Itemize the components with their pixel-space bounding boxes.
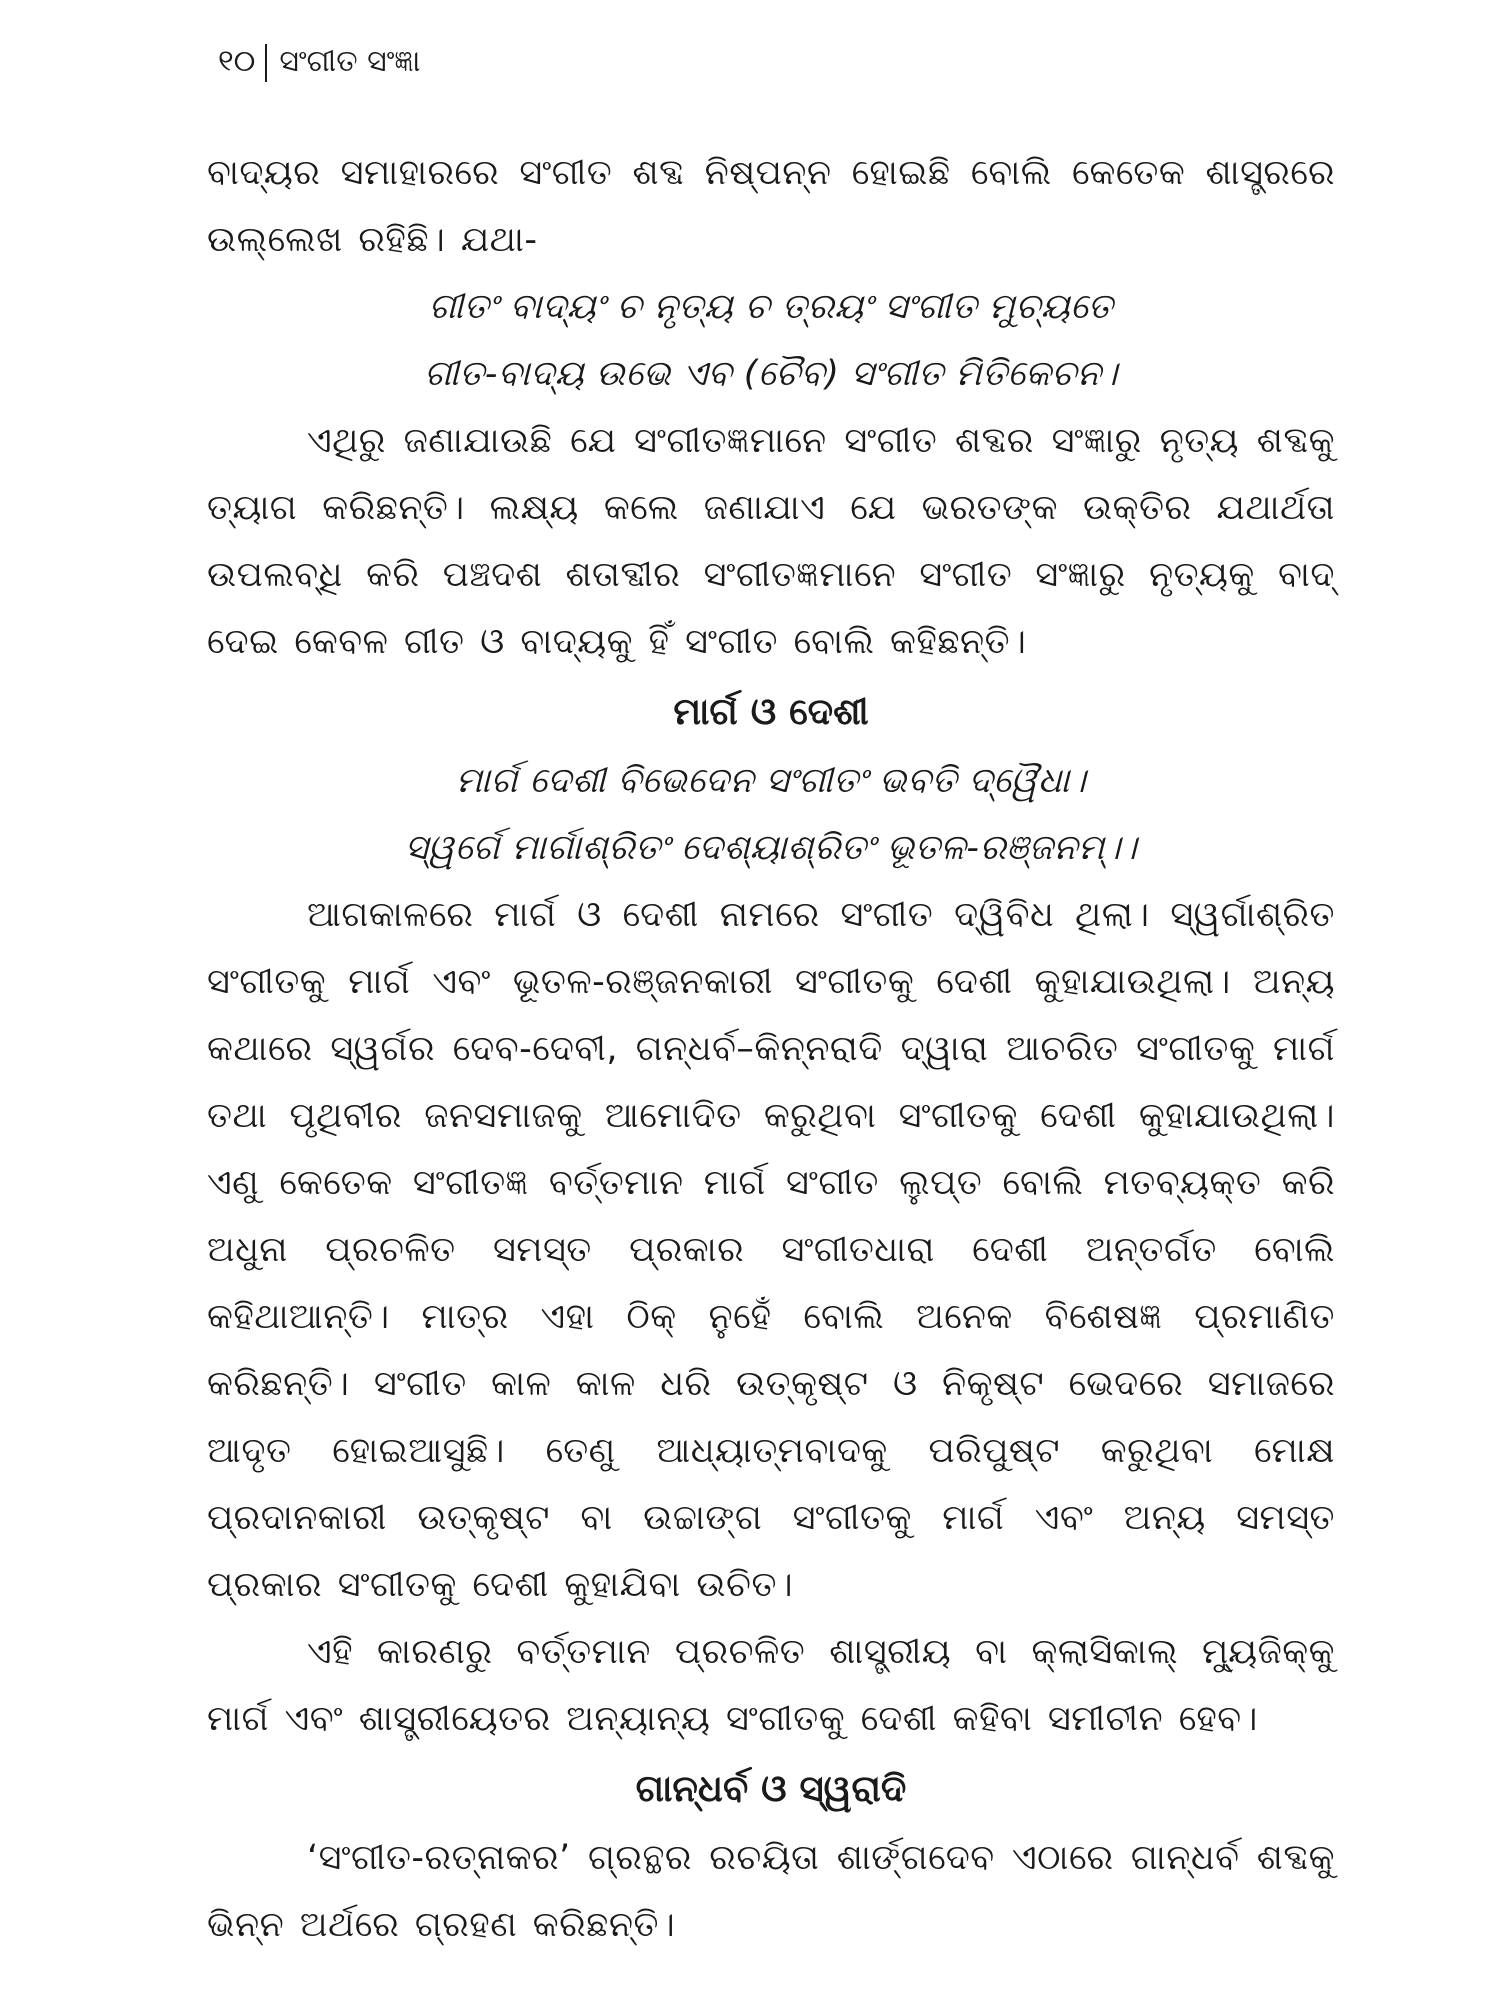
paragraph-ratnakara: ‘ସଂଗୀତ-ରତ୍ନାକର’ ଗ୍ରନ୍ଥର ରଚୟିତା ଶାର୍ଙ୍ଗଦେବ ଏଠାରେ ଗାନ୍ଧର୍ବ ଶବ୍ଦକୁ ଭିନ୍ନ ଅର୍ଥରେ ଗ୍ରହଣ କରିଛନ୍ତି। [207,1838,1335,1945]
running-head [218,42,420,82]
header-divider [265,44,267,82]
verse-1-line-1: ଗୀତଂ ବାଦ୍ୟଂ ଚ ନୃତ୍ୟ ଚ ତ୍ରୟଂ ସଂଗୀତ ମୁଚ୍ୟତେ [428,287,1114,327]
paragraph-classical: ଏହି କାରଣରୁ ବର୍ତ୍ତମାନ ପ୍ରଚଳିତ ଶାସ୍ତ୍ରୀୟ ବା କ୍ଲାସିକାଲ୍ ମ୍ୟୁଜିକ୍‌କୁ ମାର୍ଗ ଏବଂ ଶାସ୍ତ୍ରୀୟେତର ଅନ୍ୟାନ୍ୟ ସଂଗୀତକୁ ଦେଶୀ କହିବା ସମୀଚୀନ ହେବ। [207,1632,1335,1739]
section-heading-gandharva: ଗାନ୍ଧର୍ବ ଓ ସ୍ୱରାଦି [635,1767,907,1810]
paragraph-marga-deshi: ଆଗକାଳରେ ମାର୍ଗ ଓ ଦେଶୀ ନାମରେ ସଂଗୀତ ଦ୍ୱିବିଧ ଥିଲା। ସ୍ୱର୍ଗାଶ୍ରିତ ସଂଗୀତକୁ ମାର୍ଗ ଏବଂ ଭୂତଳ-ରଞ୍ଜନକାରୀ ସଂଗୀତକୁ ଦେଶୀ କୁହାଯାଉଥିଲା। ଅନ୍ୟ କଥାରେ ସ୍ୱର୍ଗର ଦେବ-ଦେବୀ, ଗନ୍ଧର୍ବ–କିନ୍ନରାଦି ଦ୍ୱାରା ଆଚରିତ ସଂଗୀତକୁ ମାର୍ଗ ତଥା ପୃଥିବୀର ଜନସମାଜକୁ ଆମୋଦିତ କରୁଥିବା ସଂଗୀତକୁ ଦେଶୀ କୁହାଯାଉଥିଲା। ଏଣୁ କେତେକ ସଂଗୀତଜ୍ଞ ବର୍ତ୍ତମାନ ମାର୍ଗ ସଂଗୀତ ଲୁପ୍ତ ବୋଲି ମତବ୍ୟକ୍ତ କରି ଅଧୁନା ପ୍ରଚଳିତ ସମସ୍ତ ପ୍ରକାର ସଂଗୀତଧାରା ଦେଶୀ ଅନ୍ତର୍ଗତ ବୋଲି କହିଥାଆନ୍ତି। ମାତ୍ର ଏହା ଠିକ୍ ନୁହେଁ ବୋଲି ଅନେକ ବିଶେଷଜ୍ଞ ପ୍ରମାଣିତ କରିଛନ୍ତି। ସଂଗୀତ କାଳ କାଳ ଧରି ଉତ୍କୃଷ୍ଟ ଓ ନିକୃଷ୍ଟ ଭେଦରେ ସମାଜରେ ଆଦୃତ ହୋଇଆସୁଛି। ତେଣୁ ଆଧ୍ୟାତ୍ମବାଦକୁ ପରିପୁଷ୍ଟ କରୁଥିବା ମୋକ୍ଷ ପ୍ରଦାନକାରୀ ଉତ୍କୃଷ୍ଟ ବା ଉଚ୍ଚାଙ୍ଗ ସଂଗୀତକୁ ମାର୍ଗ ଏବଂ ଅନ୍ୟ ସମସ୍ତ ପ୍ରକାର ସଂଗୀତକୁ ଦେଶୀ କୁହାଯିବା ଉଚିତ। [207,895,1335,1605]
section-heading-marga-deshi: ମାର୍ଗ ଓ ଦେଶୀ [673,690,869,733]
verse-2-line-1: ମାର୍ଗ ଦେଶୀ ବିଭେଦେନ ସଂଗୀତଂ ଭବତି ଦ୍ୱୈଧା। [455,761,1087,801]
paragraph-intro: ବାଦ୍ୟର ସମାହାରରେ ସଂଗୀତ ଶବ୍ଦ ନିଷ୍ପନ୍ନ ହୋଇଛି ବୋଲି କେତେକ ଶାସ୍ତ୍ରରେ ଉଲ୍ଲେଖ ରହିଛି। ଯଥା- [207,153,1335,260]
paragraph-dance-omission: ଏଥିରୁ ଜଣାଯାଉଛି ଯେ ସଂଗୀତଜ୍ଞମାନେ ସଂଗୀତ ଶବ୍ଦର ସଂଜ୍ଞାରୁ ନୃତ୍ୟ ଶବ୍ଦକୁ ତ୍ୟାଗ କରିଛନ୍ତି। ଲକ୍ଷ୍ୟ କଲେ ଜଣାଯାଏ ଯେ ଭରତଙ୍କ ଉକ୍ତିର ଯଥାର୍ଥତା ଉପଲବ୍ଧି କରି ପଞ୍ଚଦଶ ଶତାବ୍ଦୀର ସଂଗୀତଜ୍ଞମାନେ ସଂଗୀତ ସଂଜ୍ଞାରୁ ନୃତ୍ୟକୁ ବାଦ୍ ଦେଇ କେବଳ ଗୀତ ଓ ବାଦ୍ୟକୁ ହିଁ ସଂଗୀତ ବୋଲି କହିଛନ୍ତି। [207,421,1335,662]
page-body [207,140,1335,1959]
page-number: ୧୦ [218,44,256,79]
verse-1-line-2: ଗୀତ-ବାଦ୍ୟ ଉଭେ ଏବ (ଚୈବ) ସଂଗୀତ ମିତିକେଚନ। [424,354,1118,394]
chapter-title: ସଂଗୀତ ସଂଜ୍ଞା [279,44,421,79]
verse-2-line-2: ସ୍ୱର୍ଗେ ମାର୍ଗାଶ୍ରିତଂ ଦେଶ୍ୟାଶ୍ରିତଂ ଭୂତଳ-ରଞ୍ଜନମ୍।। [404,828,1138,868]
